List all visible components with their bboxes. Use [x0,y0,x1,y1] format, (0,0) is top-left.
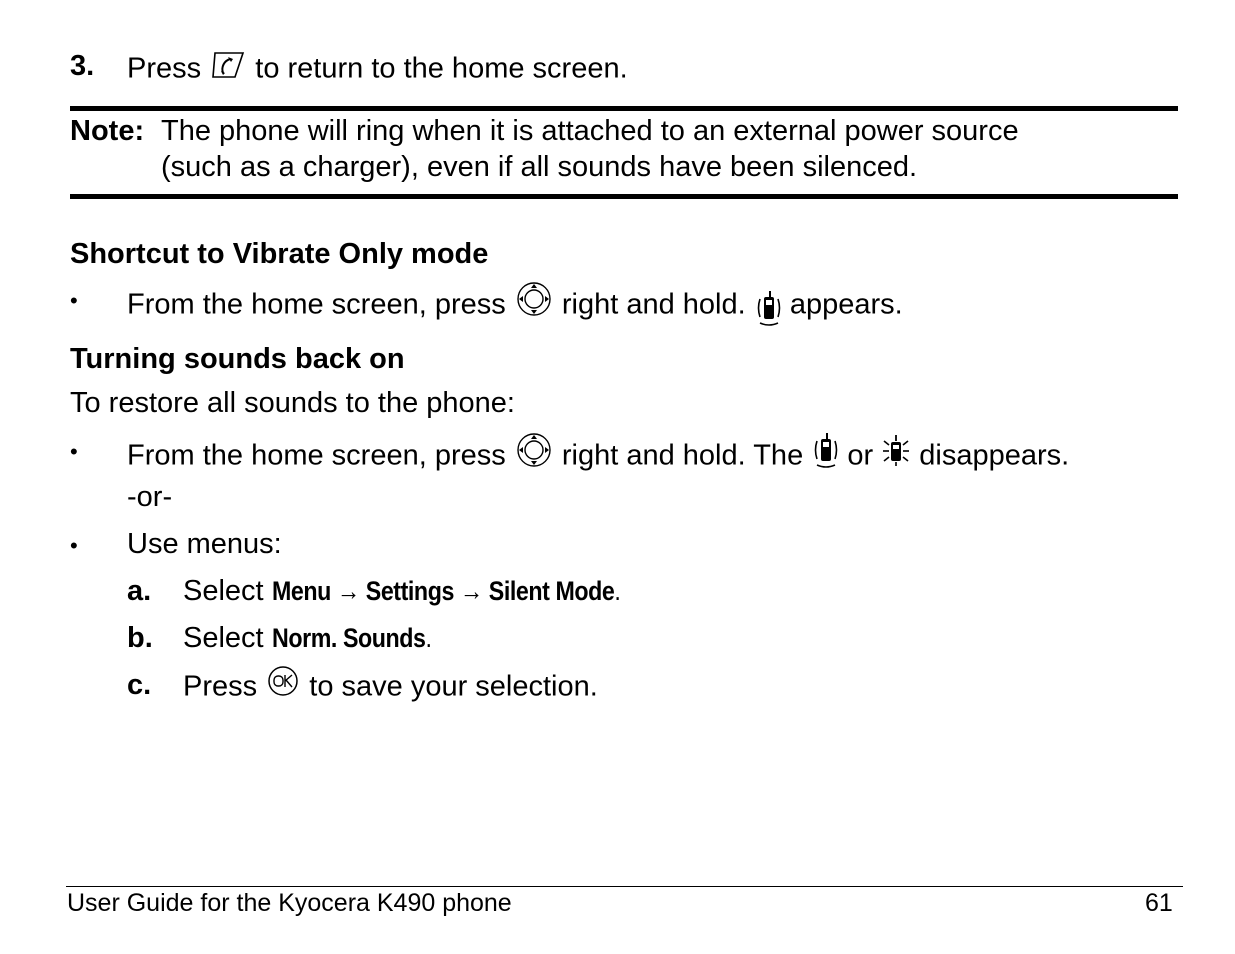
step-c-text: to save your selection. [309,670,598,703]
step-b-line [183,622,457,655]
use-menus-text: Use menus: [127,528,282,560]
shortcut-text-middle: right and hold. [561,288,746,321]
shortcut-line [127,283,903,329]
turning-on-intro: To restore all sounds to the phone: [70,387,515,419]
step-a-select: Select [183,575,264,607]
menu-item-norm-sounds: Norm. Sounds [271,623,426,653]
end-call-key-icon [209,47,247,87]
arrow-icon: → [336,576,360,606]
step-c-line [183,669,598,707]
arrow-icon: → [459,576,483,606]
note-line-2: (such as a charger), even if all sounds have been silenced. [161,151,918,183]
note-label: Note: [70,115,145,147]
step-c-press: Press [183,670,258,703]
footer-title: User Guide for the Kyocera K490 phone [67,889,512,917]
step3-press: Press [127,52,202,85]
step-a-line [183,575,852,608]
footer-rule [66,886,1183,887]
shortcut-heading: Shortcut to Vibrate Only mode [70,238,489,270]
step-letter: b. [127,622,153,654]
menu-item-settings: Settings [365,576,454,606]
silent-mode-icon [881,433,911,475]
shortcut-text-before: From the home screen, press [127,288,506,321]
restore-text-or: or [847,439,874,472]
menu-item-silent-mode: Silent Mode [488,576,615,606]
step-letter: c. [127,669,152,701]
step-a-period: . [614,576,621,606]
step-b-period: . [425,623,432,653]
page-number: 61 [1145,889,1173,917]
bullet-marker: • [70,288,78,313]
restore-text-before: From the home screen, press [127,439,506,472]
menu-path [272,576,620,607]
note-line-1: The phone will ring when it is attached to an external power source [161,115,1019,147]
step3-line [127,50,628,90]
step-b-select: Select [183,622,264,654]
bullet-marker: • [70,439,78,464]
navigation-key-icon [514,282,554,324]
vibrate-mode-icon [754,289,782,335]
turning-on-heading: Turning sounds back on [70,343,405,375]
note-bottom-rule [70,194,1178,199]
step-number: 3. [70,50,95,82]
note-top-rule [70,106,1178,111]
vibrate-mode-icon [811,431,839,477]
restore-text-after: disappears. [919,439,1070,472]
shortcut-text-after: appears. [789,288,903,321]
menu-path [272,623,432,654]
step3-text: to return to the home screen. [255,52,628,85]
menu-item-menu: Menu [271,576,331,606]
restore-line [127,434,1069,480]
restore-text-middle: right and hold. The [561,439,804,472]
ok-key-icon [265,666,301,704]
bullet-marker: • [70,533,78,558]
or-separator: -or- [127,481,173,513]
navigation-key-icon [514,433,554,475]
step-letter: a. [127,575,152,607]
